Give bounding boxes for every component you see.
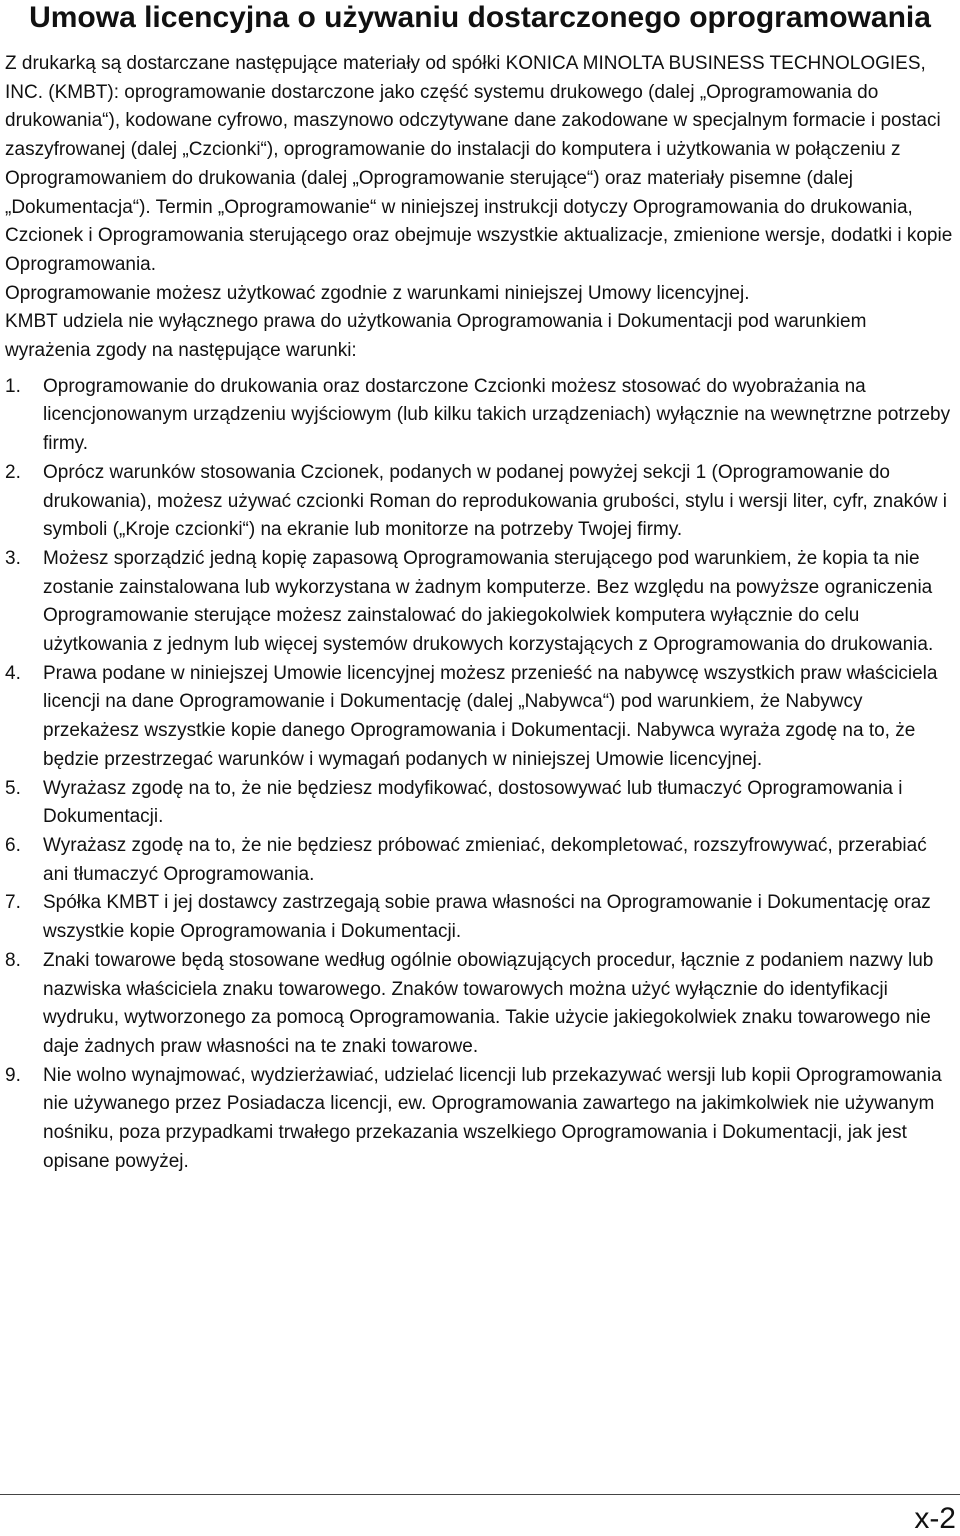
clause-item	[5, 459, 955, 545]
intro-paragraph: Z drukarką są dostarczane następujące materiały od spółki KONICA MINOLTA BUSINESS TECHNOLOGIES, INC. (KMBT): oprogramowanie dostarczone jako część systemu drukowego (dalej „Oprogramowania do drukowania“), kodowane cyfrowo, maszynowo odczytywane dane zakodowane w specjalnym formacie i postaci zaszyfrowanej (dalej „Czcionki“), oprogramowanie do instalacji do komputera i użytkowania w połączeniu z Oprogramowaniem do drukowania (dalej „Oprogramowanie sterujące“) oraz materiały pisemne (dalej „Dokumentacja“). Termin „Oprogramowanie“ w niniejszej instrukcji dotyczy Oprogramowania do drukowania, Czcionek i Oprogramowania sterującego oraz obejmuje wszystkie aktualizacje, zmienione wersje, dodatki i kopie Oprogramowania.	[5, 53, 953, 275]
page-title: Umowa licencyjna o używaniu dostarczonego oprogramowania	[29, 1, 931, 34]
footer-divider	[0, 1494, 960, 1495]
intro-paragraph: Oprogramowanie możesz użytkować zgodnie z warunkami niniejszej Umowy licencyjnej.	[5, 282, 750, 304]
clause-number: 9.	[5, 1064, 21, 1086]
clause-number: 2.	[5, 461, 21, 483]
license-clauses-list	[5, 373, 955, 1177]
clause-text: Oprócz warunków stosowania Czcionek, podanych w podanej powyżej sekcji 1 (Oprogramowanie do drukowania), możesz używać czcionki Roman do reprodukowania grubości, stylu i wersji liter, cyfr, znaków i symboli („Kroje czcionki“) na ekranie lub monitorze na potrzeby Twojej firmy.	[43, 461, 947, 541]
clause-number: 8.	[5, 949, 21, 971]
clause-item	[5, 832, 955, 889]
clause-text: Możesz sporządzić jedną kopię zapasową Oprogramowania sterującego pod warunkiem, że kopia ta nie zostanie zainstalowana lub wykorzystana w żadnym komputerze. Bez względu na powyższe ograniczenia Oprogramowanie sterujące możesz zainstalować do jakiegokolwiek komputera wyłącznie do celu użytkowania z jednym lub więcej systemów drukowych korzystających z Oprogramowania do drukowania.	[43, 547, 934, 656]
clause-text: Prawa podane w niniejszej Umowie licencyjnej możesz przenieść na nabywcę wszystkich praw właściciela licencji na dane Oprogramowanie i Dokumentację (dalej „Nabywca“) pod warunkiem, że Nabywcy przekażesz wszystkie kopie danego Oprogramowania i Dokumentacji. Nabywca wyraża zgodę na to, że będzie przestrzegać warunków i wymagań podanych w niniejszej Umowie licencyjnej.	[43, 662, 938, 770]
clause-item	[5, 947, 955, 1062]
intro-section	[5, 50, 955, 366]
intro-paragraph: KMBT udziela nie wyłącznego prawa do użytkowania Oprogramowania i Dokumentacji pod warunkiem wyrażenia zgody na następujące warunki:	[5, 311, 867, 362]
clause-item	[5, 373, 955, 459]
clause-number: 7.	[5, 892, 21, 914]
clause-number: 4.	[5, 662, 21, 684]
clause-text: Spółka KMBT i jej dostawcy zastrzegają sobie prawa własności na Oprogramowanie i Dokumentację oraz wszystkie kopie Oprogramowania i Dokumentacji.	[43, 892, 931, 943]
clause-text: Wyrażasz zgodę na to, że nie będziesz próbować zmieniać, dekompletować, rozszyfrowywać, przerabiać ani tłumaczyć Oprogramowania.	[43, 834, 927, 885]
clause-number: 1.	[5, 375, 21, 397]
clause-item	[5, 775, 955, 832]
clause-number: 3.	[5, 547, 21, 569]
clause-text: Nie wolno wynajmować, wydzierżawiać, udzielać licencji lub przekazywać wersji lub kopii Oprogramowania nie używanego przez Posiadacza licencji, ew. Oprogramowania zawartego na jakimkolwiek nie używanym nośniku, poza przypadkami trwałego przekazania wszelkiego Oprogramowania i Dokumentacji, jak jest opisane powyżej.	[43, 1064, 942, 1172]
clause-item	[5, 1062, 955, 1177]
clause-item	[5, 545, 955, 660]
clause-text: Znaki towarowe będą stosowane według ogólnie obowiązujących procedur, łącznie z podaniem nazwy lub nazwiska właściciela znaku towarowego. Znaków towarowych można użyć wyłącznie do identyfikacji wydruku, wytworzonego za pomocą Oprogramowania. Takie użycie jakiegokolwiek znaku towarowego nie daje żadnych praw własności na te znaki towarowe.	[43, 949, 934, 1057]
clause-item	[5, 660, 955, 775]
clause-item	[5, 889, 955, 946]
clause-number: 5.	[5, 777, 21, 799]
clause-text: Wyrażasz zgodę na to, że nie będziesz modyfikować, dostosowywać lub tłumaczyć Oprogramowania i Dokumentacji.	[43, 777, 903, 828]
clause-number: 6.	[5, 834, 21, 856]
clause-text: Oprogramowanie do drukowania oraz dostarczone Czcionki możesz stosować do wyobrażania na licencjonowanym urządzeniu wyjściowym (lub kilku takich urządzeniach) wyłącznie na wewnętrzne potrzeby firmy.	[43, 375, 951, 455]
page-number: x-2	[914, 1502, 956, 1535]
document-page	[5, 0, 955, 1176]
